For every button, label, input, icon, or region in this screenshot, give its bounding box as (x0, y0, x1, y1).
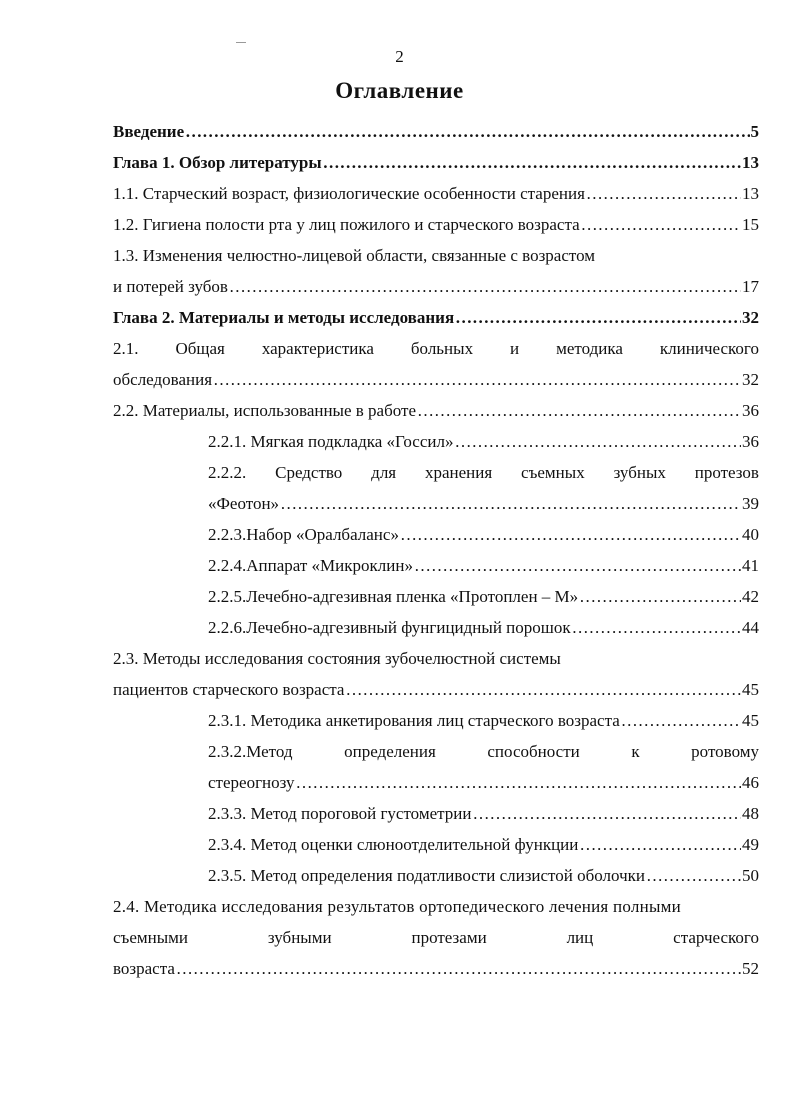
dot-leader (455, 302, 741, 333)
toc-page-number: 36 (742, 401, 759, 420)
toc-entry-2-2-1 (208, 426, 759, 457)
dot-leader (417, 395, 741, 426)
toc-entry-text: 2.2.6.Лечебно-адгезивный фунгицидный порошок (208, 618, 571, 637)
toc-page-number: 32 (742, 308, 759, 327)
toc-entry-2-4 (113, 891, 759, 984)
word: зубных (613, 463, 666, 482)
toc-page-number: 39 (742, 494, 759, 513)
word: Средство (275, 463, 343, 482)
word: способности (487, 742, 580, 761)
word: съемными (113, 928, 189, 947)
word: 2.1. (113, 339, 139, 358)
toc-page-number: 32 (742, 370, 759, 389)
toc-entry-justified-line (113, 922, 759, 953)
toc-entry-text: 2.2.3.Набор «Оралбаланс» (208, 525, 399, 544)
toc-entry-text: пациентов старческого возраста (113, 680, 345, 699)
toc-entry-text: 2.2.1. Мягкая подкладка «Госсил» (208, 432, 454, 451)
toc-entry-2-3 (113, 643, 759, 705)
toc-page-number: 45 (742, 680, 759, 699)
word: хранения (424, 463, 493, 482)
dot-leader (345, 674, 741, 705)
dot-leader (586, 178, 741, 209)
word: определения (344, 742, 436, 761)
word: съемных (521, 463, 585, 482)
toc-page-number: 45 (742, 711, 759, 730)
toc-page-number: 52 (742, 959, 759, 978)
toc-page-number: 40 (742, 525, 759, 544)
toc-entry-text: и потерей зубов (113, 277, 228, 296)
toc-entry-chapter-1 (113, 147, 759, 178)
dot-leader (579, 829, 741, 860)
toc-entry-text: Глава 1. Обзор литературы (113, 153, 322, 172)
toc-entry-text: 2.3.1. Методика анкетирования лиц старческого возраста (208, 711, 620, 730)
dot-leader (473, 798, 742, 829)
dot-leader (400, 519, 741, 550)
dot-leader (280, 488, 741, 519)
toc-entry-justified-line (208, 457, 759, 488)
word: лиц (566, 928, 594, 947)
toc-page-number: 36 (742, 432, 759, 451)
word: больных (410, 339, 474, 358)
toc-entry-text: 2.3.5. Метод определения податливости слизистой оболочки (208, 866, 645, 885)
toc-page-number: 15 (742, 215, 759, 234)
dot-leader (581, 209, 741, 240)
word: методика (556, 339, 623, 358)
word: характеристика (261, 339, 374, 358)
toc-entry-1-2 (113, 209, 759, 240)
word: 2.3.2.Метод (208, 742, 293, 761)
dot-leader (176, 953, 741, 984)
toc-entry-2-2-4 (208, 550, 759, 581)
word: протезов (694, 463, 759, 482)
toc-entry-text: «Феотон» (208, 494, 280, 513)
toc-page-number: 5 (750, 122, 759, 141)
dot-leader (621, 705, 741, 736)
toc-entry-introduction (113, 116, 759, 147)
word: ротовому (691, 742, 759, 761)
toc-page-number: 13 (742, 153, 759, 172)
toc-page-number: 42 (742, 587, 759, 606)
dot-leader (213, 364, 741, 395)
dot-leader (572, 612, 741, 643)
toc-entry-text: обследования (113, 370, 213, 389)
toc-entry-text: 2.3. Методы исследования состояния зубочелюстной системы (113, 649, 561, 668)
toc-entry-text: Введение (113, 122, 185, 141)
toc-entry-text: 1.3. Изменения челюстно-лицевой области, связанные с возрастом (113, 246, 596, 265)
word: старческого (673, 928, 759, 947)
toc-entry-text: 1.2. Гигиена полости рта у лиц пожилого и старческого возраста (113, 215, 580, 234)
toc-entry-2-2-2 (208, 457, 759, 519)
toc-entry-text: 2.2.5.Лечебно-адгезивная пленка «Протоплен – М» (208, 587, 579, 606)
toc-page-number: 49 (742, 835, 759, 854)
word: Общая (175, 339, 225, 358)
toc-entry-text: 2.2. Материалы, использованные в работе (113, 401, 416, 420)
toc-entry-justified-line (113, 333, 759, 364)
toc-entry-2-3-2 (208, 736, 759, 798)
toc-subsection-2-2 (113, 426, 759, 643)
toc-page-number: 13 (742, 184, 759, 203)
toc-page-number: 17 (742, 277, 759, 296)
dot-leader (579, 581, 741, 612)
page-number: 2 (395, 47, 404, 66)
toc-entry-2-2-6 (208, 612, 759, 643)
word: клинического (659, 339, 759, 358)
word: протезами (411, 928, 487, 947)
dot-leader (185, 116, 749, 147)
page-title: Оглавление (335, 78, 464, 103)
toc-page-number: 48 (742, 804, 759, 823)
toc-entry-text: возраста (113, 959, 175, 978)
dot-leader (229, 271, 741, 302)
word: к (631, 742, 640, 761)
toc-page-number: 46 (742, 773, 759, 792)
toc-entry-2-2-5 (208, 581, 759, 612)
dot-leader (323, 147, 741, 178)
toc-subsection-2-3 (113, 705, 759, 891)
toc-entry-text: 2.4. Методика исследования результатов ортопедического лечения полными (113, 897, 681, 916)
toc-entry-text: 2.3.4. Метод оценки слюноотделительной функции (208, 835, 579, 854)
word: зубными (267, 928, 332, 947)
toc-entry-text: Глава 2. Материалы и методы исследования (113, 308, 455, 327)
toc-page-number: 44 (742, 618, 759, 637)
toc-entry-2-1 (113, 333, 759, 395)
scan-mark (236, 42, 246, 43)
dot-leader (454, 426, 741, 457)
toc-entry-2-3-1 (208, 705, 759, 736)
dot-leader (414, 550, 741, 581)
toc-entry-1-1 (113, 178, 759, 209)
toc-entry-text: стереогнозу (208, 773, 295, 792)
toc-entry-2-3-4 (208, 829, 759, 860)
toc-entry-2-2 (113, 395, 759, 426)
toc-entry-chapter-2 (113, 302, 759, 333)
toc-page-number: 41 (742, 556, 759, 575)
toc-entry-text: 1.1. Старческий возраст, физиологические особенности старения (113, 184, 585, 203)
toc-entry-2-2-3 (208, 519, 759, 550)
word: и (510, 339, 520, 358)
dot-leader (646, 860, 741, 891)
word: 2.2.2. (208, 463, 247, 482)
toc-page-number: 50 (742, 866, 759, 885)
table-of-contents (113, 116, 759, 984)
dot-leader (296, 767, 742, 798)
toc-entry-justified-line (208, 736, 759, 767)
toc-entry-text: 2.2.4.Аппарат «Микроклин» (208, 556, 413, 575)
toc-entry-text: 2.3.3. Метод пороговой густометрии (208, 804, 472, 823)
toc-entry-1-3 (113, 240, 759, 302)
word: для (371, 463, 397, 482)
toc-entry-2-3-3 (208, 798, 759, 829)
toc-entry-2-3-5 (208, 860, 759, 891)
